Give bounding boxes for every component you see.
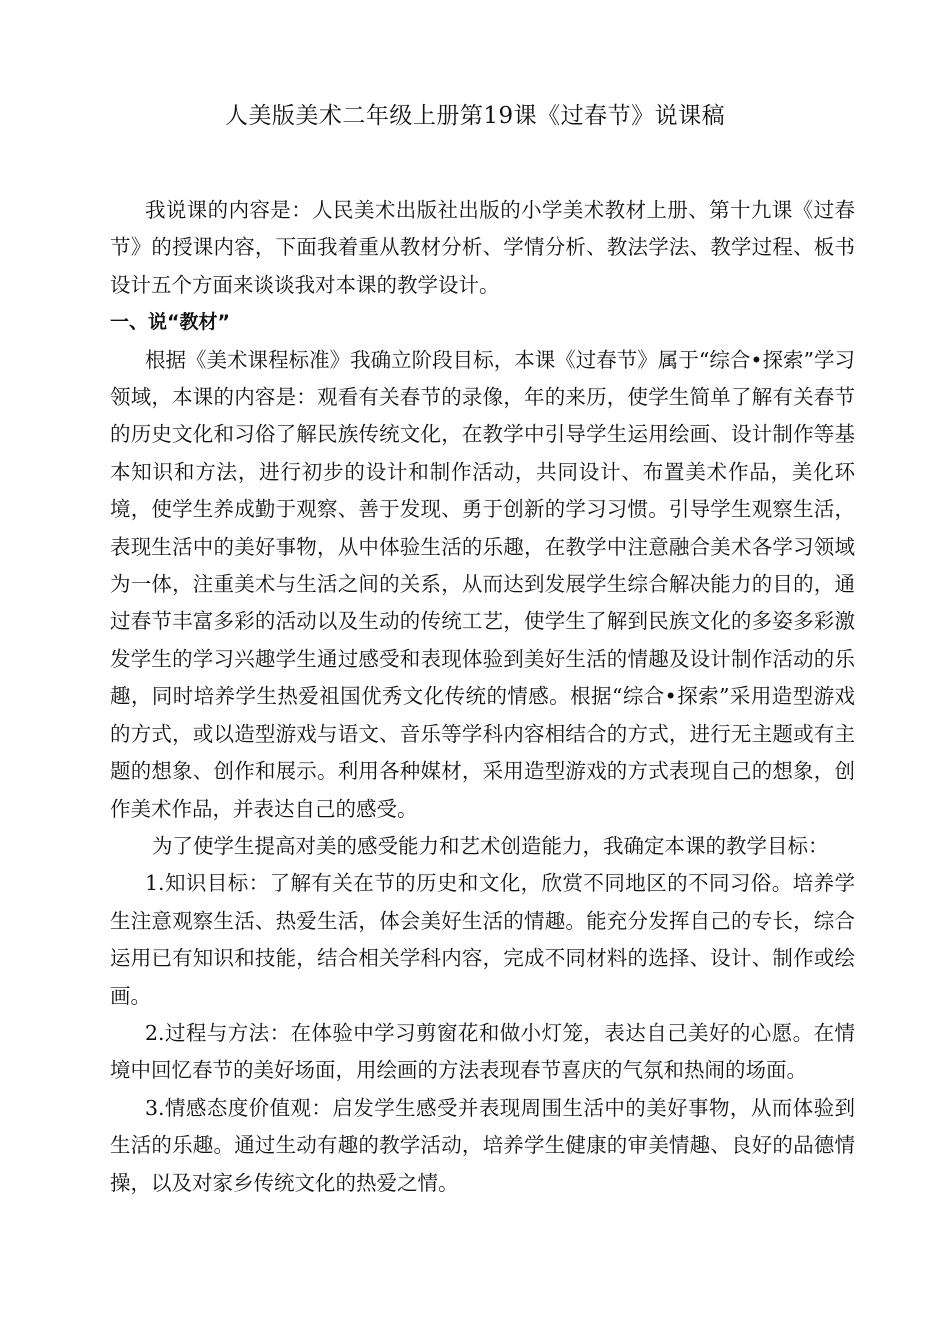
intro-paragraph: 我说课的内容是：人民美术出版社出版的小学美术教材上册、第十九课《过春节》的授课内容，下面我着重从教材分析、学情分析、教法学法、教学过程、板书设计五个方面来谈谈我对本课的教学设计。 <box>110 198 855 297</box>
document-title: 人美版美术二年级上册第19课《过春节》说课稿 <box>224 103 726 129</box>
goals-intro-paragraph: 为了使学生提高对美的感受能力和艺术创造能力，我确定本课的教学目标： <box>152 833 829 858</box>
goal-emotion-paragraph: 3.情感态度价值观：启发学生感受并表现周围生活中的美好事物，从而体验到生活的乐趣。通过生动有趣的教学活动，培养学生健康的审美情趣、良好的品德情操，以及对家乡传统文化的热爱之情。 <box>110 1095 855 1195</box>
textbook-analysis-paragraph: 根据《美术课程标准》我确立阶段目标，本课《过春节》属于“综合•探索”学习领域，本课的内容是：观看有关春节的录像，年的来历，使学生简单了解有关春节的历史文化和习俗了解民族传统文化，在教学中引导学生运用绘画、设计制作等基本知识和方法，进行初步的设计和制作活动，共同设计、布置美术作品，美化环境，使学生养成勤于观察、善于发现、勇于创新的学习习惯。引导学生观察生活，表现生活中的美好事物，从中体验生活的乐趣，在教学中注意融合美术各学习领域为一体，注重美术与生活之间的关系，从而达到发展学生综合解决能力的目的，通过春节丰富多彩的活动以及生动的传统工艺，使学生了解到民族文化的多姿多彩激发学生的学习兴趣学生通过感受和表现体验到美好生活的情趣及设计制作活动的乐趣，同时培养学生热爱祖国优秀文化传统的情感。根据“综合•探索”采用造型游戏的方式，或以造型游戏与语文、音乐等学科内容相结合的方式，进行无主题或有主题的想象、创作和展示。利用各种媒材，采用造型游戏的方式表现自己的想象，创作美术作品，并表达自己的感受。 <box>110 347 855 821</box>
goal-process-paragraph: 2.过程与方法：在体验中学习剪窗花和做小灯笼，表达自己美好的心愿。在情境中回忆春节的美好场面，用绘画的方法表现春节喜庆的气氛和热闹的场面。 <box>110 1020 855 1083</box>
section-heading-textbook: 一、说“教材” <box>110 311 230 334</box>
goal-knowledge-paragraph: 1.知识目标：了解有关在节的历史和文化，欣赏不同地区的不同习俗。培养学生注意观察生活、热爱生活，体会美好生活的情趣。能充分发挥自己的专长，综合运用已有知识和技能，结合相关学科内容，完成不同材料的选择、设计、制作或绘画。 <box>110 871 855 1008</box>
document-body <box>110 192 855 1202</box>
